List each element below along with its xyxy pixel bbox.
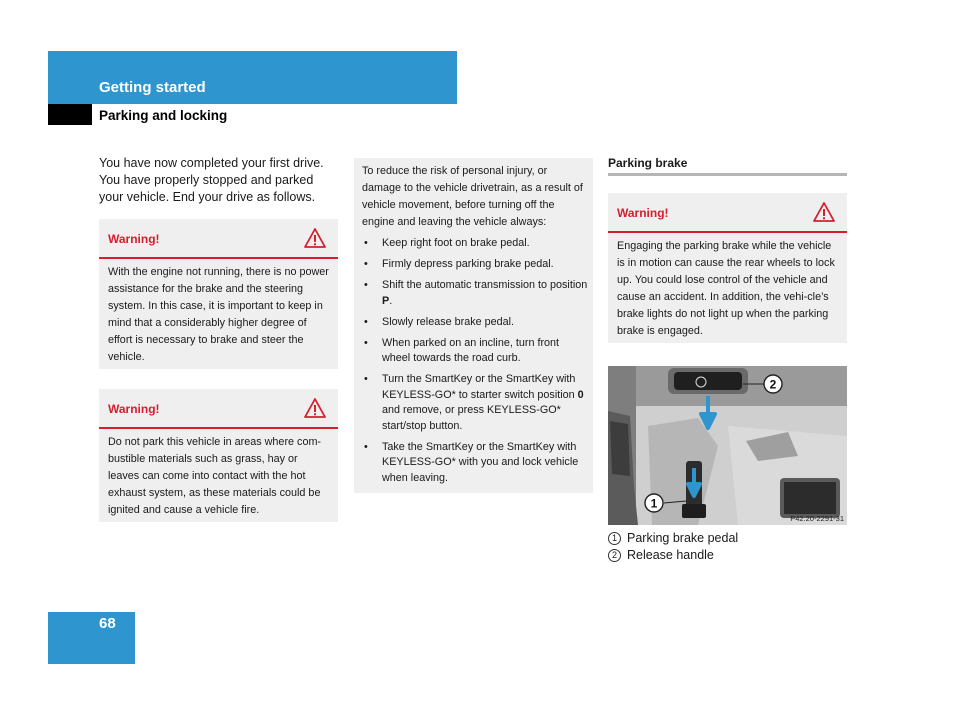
list-item bbox=[362, 315, 590, 331]
list-item bbox=[362, 336, 590, 367]
list-item bbox=[362, 257, 590, 273]
bullet: • bbox=[364, 336, 368, 349]
warning-label: Warning! bbox=[108, 232, 160, 246]
legend-text: Release handle bbox=[627, 548, 714, 562]
illustration-legend bbox=[608, 530, 738, 564]
warning-label: Warning! bbox=[617, 206, 669, 220]
header-bar bbox=[48, 51, 457, 104]
warning-triangle-icon bbox=[304, 398, 326, 418]
step-text: Slowly release brake pedal. bbox=[382, 315, 515, 328]
warning-triangle-icon bbox=[813, 202, 835, 222]
step-text: Firmly depress parking brake pedal. bbox=[382, 258, 554, 270]
legend-text: Parking brake pedal bbox=[627, 531, 739, 545]
list-item bbox=[362, 236, 590, 252]
callout-1-label: 1 bbox=[650, 496, 658, 511]
procedure-box bbox=[354, 158, 593, 493]
warning-text: Do not park this vehicle in areas where com-bustible materials such as grass, hay or leaves can come into contact with the hot exhaust system, as these materials could be ignited and cause a vehicle fire. bbox=[108, 436, 322, 516]
warning-box-fire-hazard bbox=[99, 389, 338, 522]
section-tab-marker bbox=[48, 104, 92, 125]
warning-box-parking-brake bbox=[608, 193, 847, 343]
legend-number: 1 bbox=[608, 532, 621, 545]
heading-rule bbox=[608, 173, 847, 176]
procedure-intro: To reduce the risk of personal injury, or damage to the vehicle drivetrain, as a result of vehicle movement, before turning off the engine and leaving the vehicle always: bbox=[362, 165, 583, 228]
legend-number: 2 bbox=[608, 549, 621, 562]
warning-text: With the engine not running, there is no power assistance for the brake and the steering system. In this case, it is important to keep in mind that a considerably higher degree of effort is necessary to brake and steer the vehicle. bbox=[108, 266, 329, 363]
bullet: • bbox=[364, 373, 368, 385]
step-text: Keep right foot on brake pedal. bbox=[382, 237, 530, 249]
warning-text: Engaging the parking brake while the vehicle is in motion can cause the rear wheels to lock up. You could lose control of the vehicle and cause an accident. In addition, the vehi-cle’s brake lights do not light up when the parking brake is engaged. bbox=[617, 240, 835, 337]
step-text: Shift the automatic transmission to position P. bbox=[382, 279, 588, 307]
callout-2-label: 2 bbox=[769, 377, 777, 392]
warning-header bbox=[608, 193, 847, 233]
warning-triangle-icon bbox=[304, 228, 326, 248]
list-item bbox=[362, 278, 590, 309]
bullet: • bbox=[364, 315, 368, 328]
page-number-box bbox=[48, 612, 135, 664]
warning-header bbox=[99, 219, 338, 259]
step-text: Take the SmartKey or the SmartKey with KEYLESS-GO* with you and lock vehicle when leaving. bbox=[382, 440, 579, 484]
step-text: When parked on an incline, turn front wheel towards the road curb. bbox=[382, 336, 560, 364]
parking-brake-illustration bbox=[608, 366, 847, 525]
warning-label: Warning! bbox=[108, 402, 160, 416]
intro-paragraph: You have now completed your first drive. You have properly stopped and parked your vehicle. End your drive as follows. bbox=[99, 156, 324, 204]
list-item bbox=[362, 372, 590, 434]
step-text: Turn the SmartKey or the SmartKey with KEYLESS-GO* to starter switch position 0 and remove, or press KEYLESS-GO* start/stop button. bbox=[382, 373, 584, 432]
bullet: • bbox=[364, 440, 368, 453]
bullet: • bbox=[364, 237, 368, 249]
bullet: • bbox=[364, 258, 368, 270]
image-code: P42.20-2291-31 bbox=[790, 514, 844, 523]
bullet: • bbox=[364, 279, 368, 291]
subsection-title: Parking and locking bbox=[99, 108, 228, 123]
page-number: 68 bbox=[99, 615, 116, 632]
procedure-steps bbox=[362, 236, 590, 492]
legend-item bbox=[608, 530, 738, 547]
list-item bbox=[362, 440, 590, 487]
warning-header bbox=[99, 389, 338, 429]
warning-box-power-assistance bbox=[99, 219, 338, 369]
section-title: Getting started bbox=[99, 79, 206, 96]
parking-brake-heading: Parking brake bbox=[608, 156, 688, 170]
legend-item bbox=[608, 547, 738, 564]
